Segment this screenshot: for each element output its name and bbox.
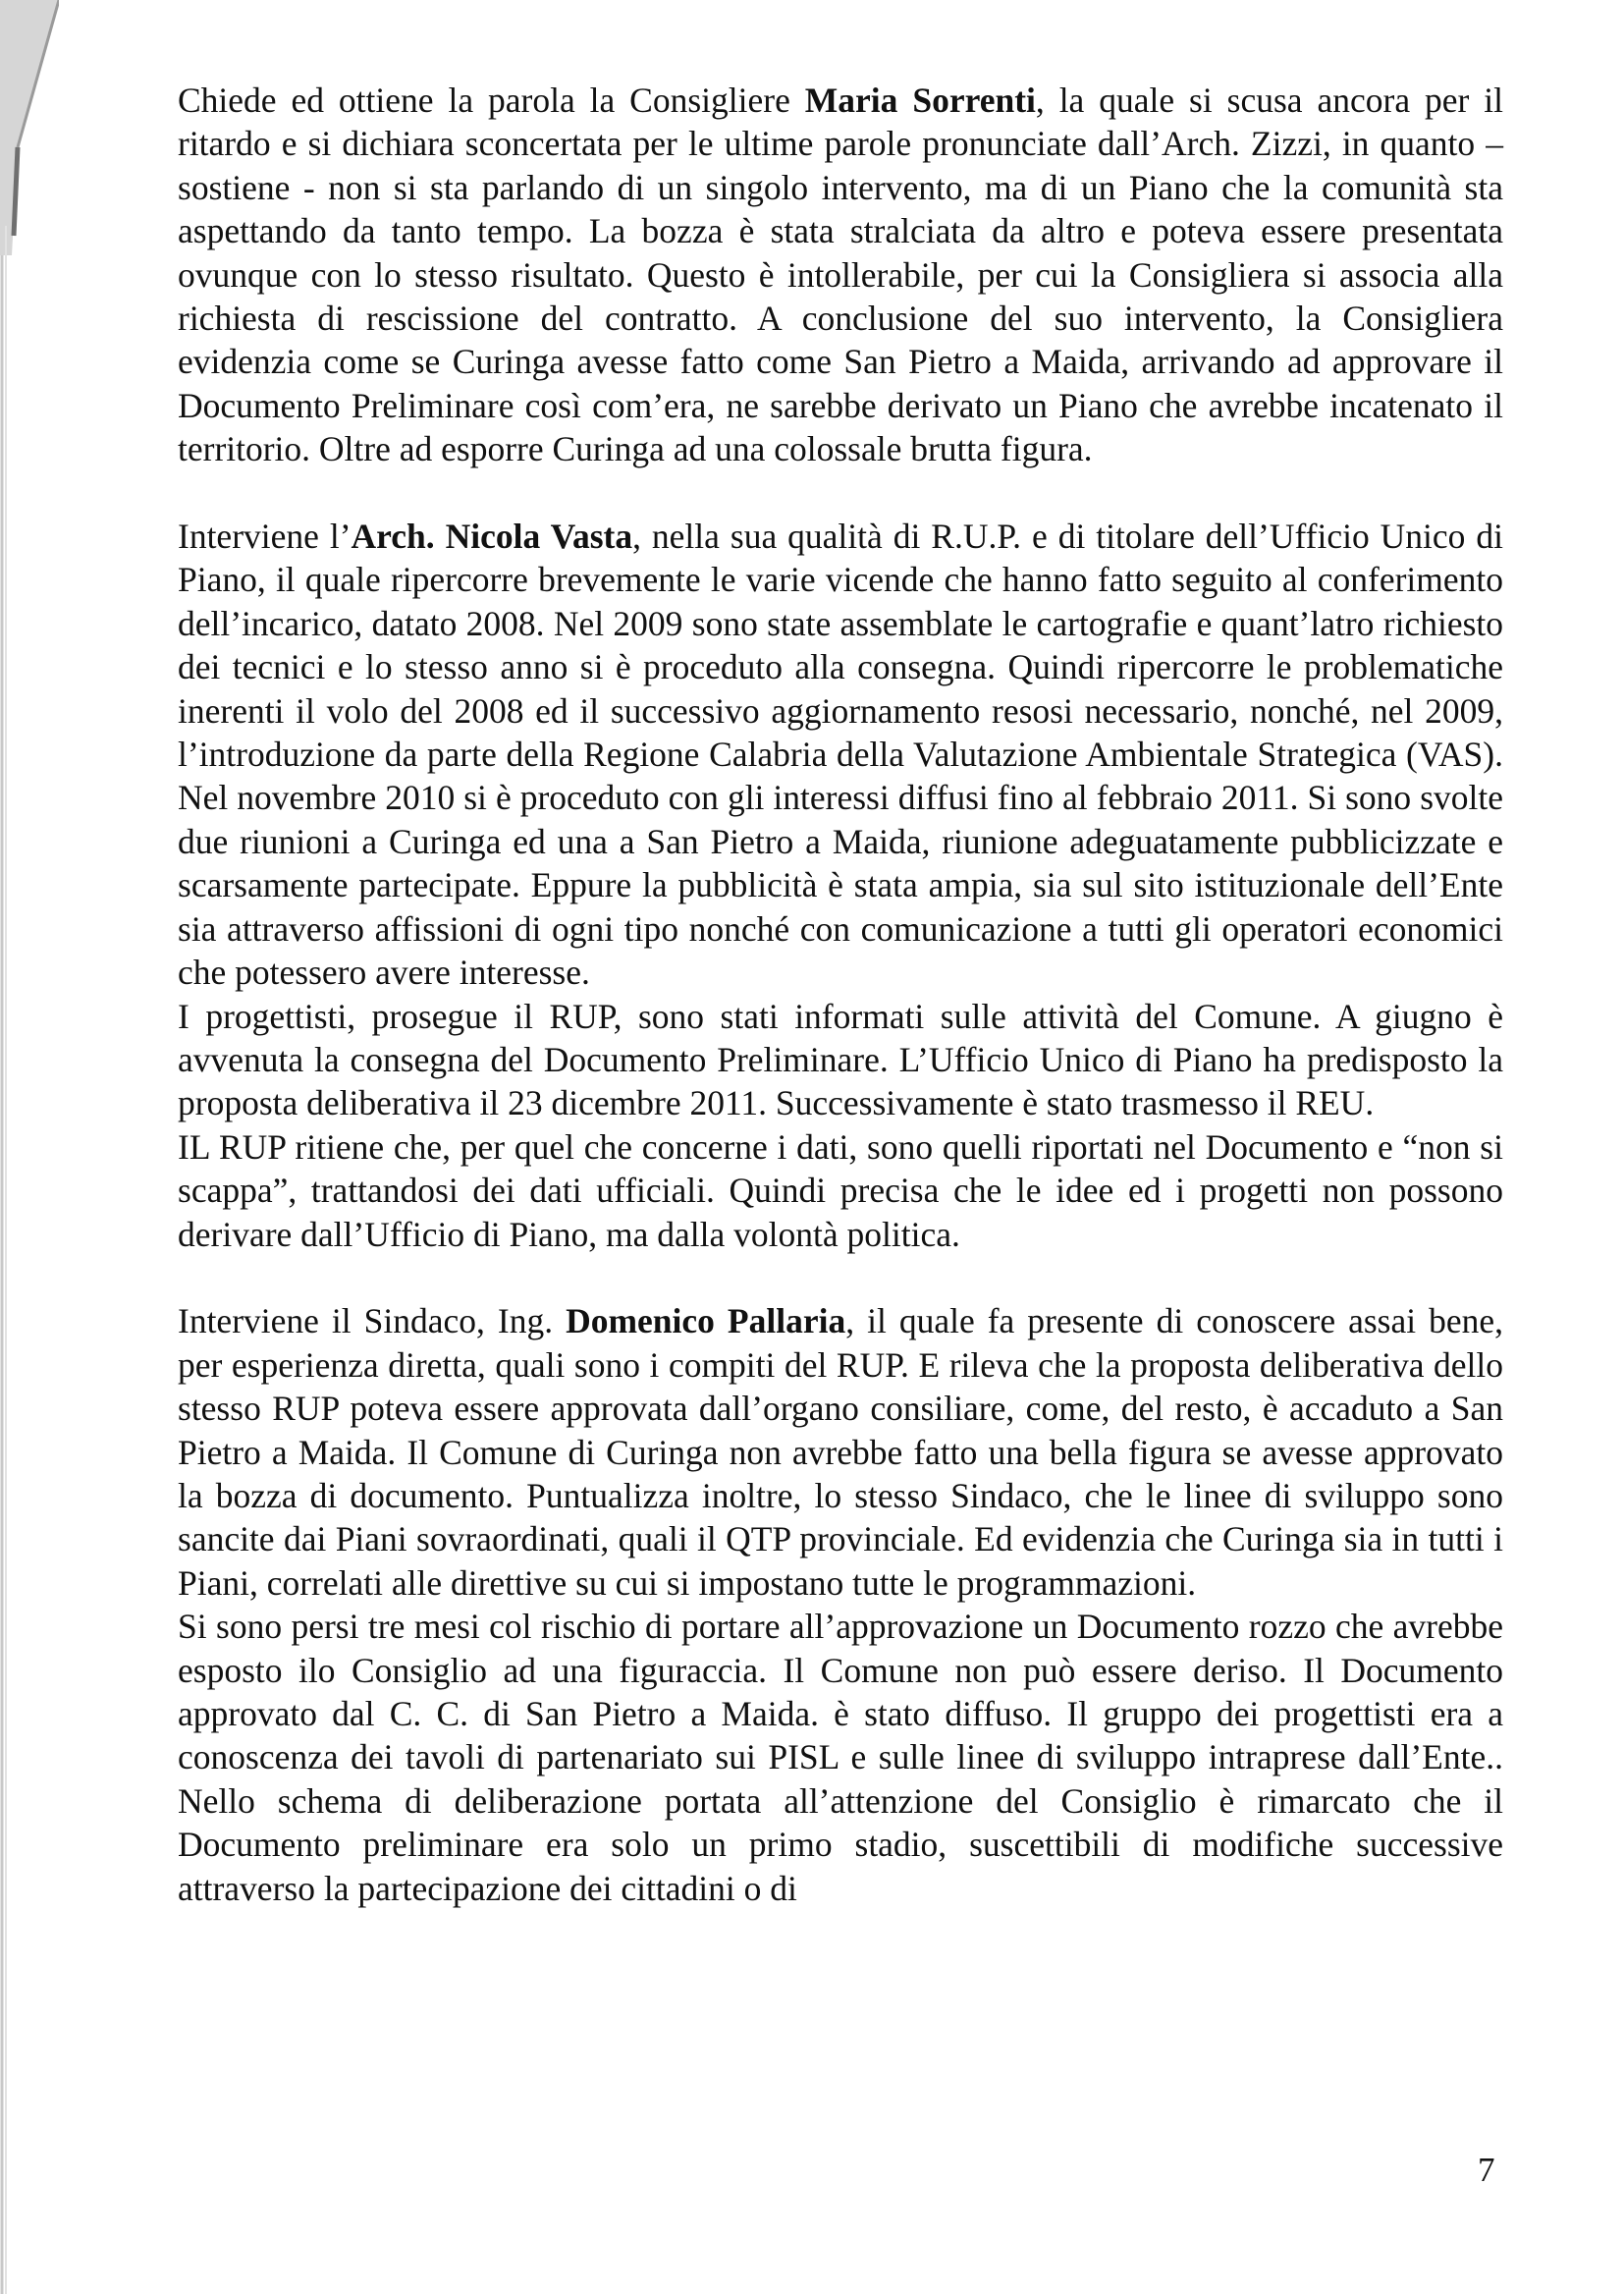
paragraph-text: IL RUP ritiene che, per quel che concerne i dati, sono quelli riportati nel Documento e “non si scappa”, trattandosi dei dati ufficiali. Quindi precisa che le idee ed i progetti non possono derivare dall’Ufficio di Piano, ma dalla volontà politica. [178, 1126, 1503, 1254]
speaker-name: Maria Sorrenti [804, 81, 1036, 120]
document-body [178, 79, 1503, 1910]
paragraph-text: , il quale fa presente di conoscere assai bene, per esperienza diretta, quali sono i compiti del RUP. E rileva che la proposta deliberativa dello stesso RUP poteva essere approvata dall’organo consiliare, come, del resto, è accaduto a San Pietro a Maida. Il Comune di Curinga non avrebbe fatto una bella figura se avesse approvato la bozza di documento. Puntualizza inoltre, lo stesso Sindaco, che le linee di sviluppo sono sancite dai Piani sovraordinati, quali il QTP provinciale. Ed evidenzia che Curinga sia in tutti i Piani, correlati alle direttive su cui si impostano tutte le programmazioni. [178, 1301, 1504, 1603]
paragraph-text: Si sono persi tre mesi col rischio di portare all’approvazione un Documento rozzo che avrebbe esposto ilo Consiglio ad una figuraccia. Il Comune non può essere deriso. Il Documento approvato dal C. C. di San Pietro a Maida. è stato diffuso. Il gruppo dei progettisti era a conoscenza dei tavoli di partenariato sui PISL e sulle linee di sviluppo intraprese dall’Ente.. Nello schema di deliberazione portata all’attenzione del Consiglio è rimarcato che il Documento preliminare era solo un primo stadio, suscettibili di modifiche successive attraverso la partecipazione dei cittadini o di [178, 1607, 1503, 1908]
paragraph-gap [178, 1256, 1503, 1299]
paragraph [178, 515, 1503, 994]
paragraph-text: Interviene l’ [178, 517, 352, 557]
paragraph [178, 79, 1503, 471]
paragraph-text: , nella sua qualità di R.U.P. e di titolare dell’Ufficio Unico di Piano, il quale ripercorre brevemente le varie vicende che hanno fatto seguito al conferimento dell’incarico, datato 2008. Nel 2009 sono state assemblate le cartografie e quant’latro richiesto dei tecnici e lo stesso anno si è proceduto alla consegna. Quindi ripercorre le problematiche inerenti il volo del 2008 ed il successivo aggiornamento resosi necessario, nonché, nel 2009, l’introduzione da parte della Regione Calabria della Valutazione Ambientale Strategica (VAS). Nel novembre 2010 si è proceduto con gli interessi diffusi fino al febbraio 2011. Si sono svolte due riunioni a Curinga ed una a San Pietro a Maida, riunione adeguatamente pubblicizzate e scarsamente partecipate. Eppure la pubblicità è stata ampia, sia sul sito istituzionale dell’Ente sia attraverso affissioni di ogni tipo nonché con comunicazione a tutti gli operatori economici che potessero avere interesse. [178, 517, 1504, 993]
page-number: 7 [1478, 2151, 1495, 2189]
paragraph [178, 1125, 1503, 1256]
paragraph [178, 1299, 1503, 1605]
paragraph-text: I progettisti, prosegue il RUP, sono stati informati sulle attività del Comune. A giugno è avvenuta la consegna del Documento Preliminare. L’Ufficio Unico di Piano ha predisposto la proposta deliberativa il 23 dicembre 2011. Successivamente è stato trasmesso il REU. [178, 996, 1503, 1123]
paragraph [178, 1605, 1503, 1910]
speaker-name: Domenico Pallaria [566, 1301, 846, 1341]
paragraph [178, 995, 1503, 1125]
paragraph-text: Interviene il Sindaco, Ing. [178, 1301, 567, 1341]
scan-edge-shadow [0, 0, 59, 2294]
paragraph-text: Chiede ed ottiene la parola la Consigliere [178, 81, 805, 120]
speaker-name: Arch. Nicola Vasta [351, 517, 633, 557]
paragraph-gap [178, 471, 1503, 515]
paragraph-text: , la quale si scusa ancora per il ritardo e si dichiara sconcertata per le ultime parole pronunciate dall’Arch. Zizzi, in quanto – sostiene - non si sta parlando di un singolo intervento, ma di un Piano che la comunità sta aspettando da tanto tempo. La bozza è stata stralciata da altro e poteva essere presentata ovunque con lo stesso risultato. Questo è intollerabile, per cui la Consigliera si associa alla richiesta di rescissione del contratto. A conclusione del suo intervento, la Consigliera evidenzia come se Curinga avesse fatto come San Pietro a Maida, arrivando ad approvare il Documento Preliminare così com’era, ne sarebbe derivato un Piano che avrebbe incatenato il territorio. Oltre ad esporre Curinga ad una colossale brutta figura. [178, 81, 1503, 469]
